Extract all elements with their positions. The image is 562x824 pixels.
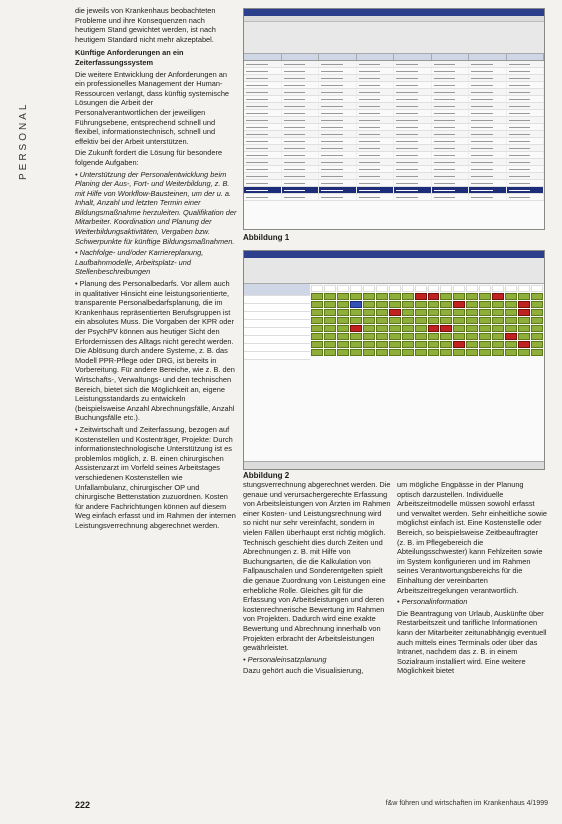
schedule-cells — [310, 284, 544, 360]
schedule-cell — [466, 293, 478, 300]
text-column-1 — [75, 6, 237, 792]
table-row — [244, 89, 544, 96]
schedule-cell — [350, 341, 362, 348]
schedule-cell — [428, 309, 440, 316]
schedule-cell — [389, 293, 401, 300]
schedule-cell — [505, 349, 517, 356]
schedule-cell — [518, 293, 530, 300]
schedule-cell — [311, 293, 323, 300]
schedule-cell — [311, 341, 323, 348]
schedule-cell — [531, 341, 543, 348]
list-item — [244, 296, 310, 304]
schedule-cell — [363, 317, 375, 324]
schedule-cell — [466, 317, 478, 324]
schedule-cell — [492, 309, 504, 316]
grid-header — [244, 54, 544, 61]
schedule-cell — [505, 325, 517, 332]
paragraph: Die weitere Entwicklung der Anforderungen an ein professionelles Management der Human-Ressourcen verlangt, dass künftig systemische Lösungen die Arbeit der Personalverantwortlichen der jeweiligen Führungsebene, entsprechend schnell und flexibel, informationstechnisch, schnell und effektiv bei der Arbeit unterstützen. — [75, 69, 230, 146]
table-row — [244, 152, 544, 159]
schedule-cell — [466, 349, 478, 356]
schedule-cell — [376, 301, 388, 308]
schedule-cell — [311, 285, 323, 292]
schedule-cell — [505, 341, 517, 348]
schedule-cell — [363, 309, 375, 316]
schedule-cell — [428, 333, 440, 340]
schedule-cell — [376, 317, 388, 324]
schedule-cell — [492, 333, 504, 340]
page-number: 222 — [75, 800, 91, 810]
schedule-cell — [324, 293, 336, 300]
schedule-cell — [350, 317, 362, 324]
bullet-item: • Personaleinsatzplanung — [243, 654, 327, 664]
table-row — [244, 187, 544, 194]
window-titlebar — [244, 251, 544, 258]
schedule-cell — [350, 333, 362, 340]
paragraph: Die Beantragung von Urlaub, Auskünfte über Restarbeitszeit und tarifliche Informationen kann der Mitarbeiter zeitunabhängig eventuell auch mittels eines Terminals oder über das Intranet, nachdem das z. B. in einem Sozialraum installiert wird. Eine weitere Möglichkeit bietet — [397, 608, 547, 676]
schedule-cell — [466, 285, 478, 292]
schedule-cell — [389, 309, 401, 316]
schedule-cell — [389, 333, 401, 340]
schedule-cell — [350, 285, 362, 292]
paragraph: Die Zukunft fordert die Lösung für besondere folgende Aufgaben: — [75, 148, 223, 167]
bullet-item: • Unterstützung der Personalentwicklung beim Planing der Aus-, Fort- und Weiterbildung, z. B. mit Hilfe von Workflow-Bausteinen, um der u. a. Inhalt, Anzahl und letzten Termin einer Bildungsmaßnahme herzuleiten. Qualifikation der Mitarbeiter. Koordination und Planung der Weiterbildungsaktivitäten, Vergaben bzw. Schwerpunkte für künftige Bildungsmaßnahmen. — [75, 169, 237, 246]
table-row — [244, 117, 544, 124]
schedule-cell — [518, 317, 530, 324]
bullet-item: • Personalinformation — [397, 597, 468, 607]
schedule-cell — [376, 293, 388, 300]
schedule-cell — [466, 341, 478, 348]
schedule-cell — [350, 349, 362, 356]
schedule-cell — [311, 317, 323, 324]
schedule-cell — [466, 333, 478, 340]
schedule-names — [244, 284, 310, 360]
section-label: PERSONAL — [18, 101, 29, 180]
schedule-cell — [415, 349, 427, 356]
schedule-cell — [518, 309, 530, 316]
schedule-cell — [363, 341, 375, 348]
list-item — [244, 312, 310, 320]
schedule-cell — [376, 325, 388, 332]
schedule-cell — [389, 285, 401, 292]
schedule-cell — [324, 309, 336, 316]
schedule-cell — [402, 341, 414, 348]
schedule-cell — [324, 317, 336, 324]
schedule-cell — [531, 325, 543, 332]
schedule-cell — [337, 309, 349, 316]
schedule-cell — [415, 333, 427, 340]
schedule-cell — [376, 349, 388, 356]
schedule-cell — [466, 325, 478, 332]
schedule-cell — [428, 285, 440, 292]
schedule-cell — [453, 349, 465, 356]
schedule-cell — [453, 301, 465, 308]
schedule-cell — [440, 325, 452, 332]
bullet-item: • Nachfolge- und/oder Karriereplanung, Laufbahnmodelle, Arbeitsplatz- und Stellenbeschreibungen — [75, 248, 204, 277]
list-item — [244, 352, 310, 360]
schedule-cell — [479, 333, 491, 340]
schedule-cell — [479, 325, 491, 332]
schedule-cell — [453, 333, 465, 340]
schedule-cell — [415, 341, 427, 348]
schedule-cell — [376, 309, 388, 316]
schedule-cell — [453, 317, 465, 324]
figure-2-caption: Abbildung 2 — [243, 471, 290, 480]
schedule-cell — [337, 301, 349, 308]
list-item — [244, 320, 310, 328]
schedule-cell — [531, 317, 543, 324]
schedule-cell — [376, 285, 388, 292]
schedule-cell — [440, 285, 452, 292]
schedule-cell — [402, 285, 414, 292]
schedule-cell — [466, 301, 478, 308]
schedule-cell — [363, 349, 375, 356]
schedule-cell — [492, 349, 504, 356]
section-heading: Künftige Anforderungen an ein Zeiterfassungssystem — [75, 48, 184, 67]
schedule-cell — [518, 349, 530, 356]
schedule-cell — [428, 293, 440, 300]
table-row — [244, 61, 544, 68]
schedule-cell — [518, 341, 530, 348]
schedule-cell — [440, 309, 452, 316]
schedule-cell — [389, 317, 401, 324]
schedule-cell — [337, 325, 349, 332]
schedule-cell — [492, 317, 504, 324]
schedule-cell — [440, 301, 452, 308]
schedule-cell — [479, 349, 491, 356]
schedule-cell — [389, 325, 401, 332]
schedule-cell — [492, 325, 504, 332]
schedule-cell — [337, 285, 349, 292]
schedule-cell — [479, 317, 491, 324]
schedule-cell — [324, 333, 336, 340]
schedule-cell — [479, 309, 491, 316]
bullet-item: • Planung des Personalbedarfs. Vor allem auch in qualitativer Hinsicht eine leistungsorientierte, transparente Personalbedarfsplanung, die im Krankenhaus repräsentierten Berufsgruppen ist ein absolutes Muss. Die Vorgaben der KPR oder der PsychPV können aus heutiger Sicht den Erfordernissen des Alltags nicht gerecht werden. Die Ablösung durch andere Systeme, z. B. das Modell PPR-Pflege oder DRG, ist bereits in Vorbereitung. Für andere Bereiche, wie z. B. den Wirtschafts-, Verwaltungs- und den technischen Bereich, bietet sich die Möglichkeit an, eigene Leistungsstandards zu entwickeln (beispielsweise Anzahl Abrechnungsfälle, Anzahl Buchungsfälle etc.). — [75, 279, 235, 423]
window-toolbar — [244, 22, 544, 54]
schedule-cell — [440, 293, 452, 300]
schedule-cell — [479, 341, 491, 348]
table-row — [244, 68, 544, 75]
schedule-cell — [531, 285, 543, 292]
list-item — [244, 336, 310, 344]
names-header — [244, 284, 310, 296]
schedule-cell — [531, 349, 543, 356]
list-item — [244, 304, 310, 312]
schedule-cell — [518, 325, 530, 332]
schedule-cell — [492, 293, 504, 300]
schedule-cell — [505, 293, 517, 300]
schedule-cell — [428, 349, 440, 356]
schedule-cell — [324, 349, 336, 356]
grid-rows — [244, 61, 544, 201]
schedule-cell — [402, 325, 414, 332]
schedule-cell — [402, 293, 414, 300]
table-row — [244, 110, 544, 117]
table-row — [244, 173, 544, 180]
figure-2-screenshot — [243, 250, 545, 470]
schedule-cell — [428, 317, 440, 324]
paragraph: Dazu gehört auch die Visualisierung, — [243, 666, 364, 676]
schedule-cell — [324, 341, 336, 348]
schedule-cell — [402, 349, 414, 356]
figure-1-screenshot — [243, 8, 545, 230]
schedule-cell — [350, 325, 362, 332]
schedule-cell — [350, 293, 362, 300]
schedule-cell — [440, 341, 452, 348]
schedule-cell — [453, 285, 465, 292]
table-row — [244, 159, 544, 166]
bullet-item: • Zeitwirtschaft und Zeiterfassung, bezogen auf Kostenstellen und Kostenträger, Projekte: Durch informationstechnologische Unterstützung ist es problemlos möglich, z. B. einen chirurgischen Assistenzarzt im Vorfeld seines Arbeitstages verschiedenen Kostenstellen wie Unfallambulanz, chirurgischer OP und chirurgische Bettenstation zuzuordnen. Kosten für andere Fachrichtungen können auf diesem Weg einfach erfasst und im Rahmen der internen Leistungsverrechnung abgerechnet werden. — [75, 424, 236, 530]
schedule-cell — [337, 349, 349, 356]
schedule-cell — [311, 325, 323, 332]
schedule-cell — [453, 341, 465, 348]
text-column-2 — [243, 480, 391, 792]
schedule-cell — [505, 317, 517, 324]
magazine-name: f&w führen und wirtschaften im Krankenhaus 4/1999 — [385, 800, 548, 807]
schedule-cell — [440, 333, 452, 340]
table-row — [244, 124, 544, 131]
schedule-cell — [311, 309, 323, 316]
schedule-cell — [363, 301, 375, 308]
schedule-cell — [324, 285, 336, 292]
schedule-cell — [453, 325, 465, 332]
schedule-cell — [415, 309, 427, 316]
schedule-cell — [440, 317, 452, 324]
table-row — [244, 145, 544, 152]
schedule-cell — [428, 325, 440, 332]
schedule-cell — [428, 341, 440, 348]
schedule-cell — [518, 285, 530, 292]
schedule-cell — [415, 317, 427, 324]
schedule-cell — [492, 301, 504, 308]
schedule-cell — [389, 341, 401, 348]
table-row — [244, 82, 544, 89]
schedule-cell — [363, 325, 375, 332]
schedule-cell — [350, 309, 362, 316]
schedule-cell — [505, 301, 517, 308]
schedule-cell — [415, 301, 427, 308]
schedule-cell — [337, 341, 349, 348]
schedule-cell — [311, 349, 323, 356]
schedule-cell — [311, 333, 323, 340]
table-row — [244, 75, 544, 82]
schedule-cell — [492, 285, 504, 292]
window-toolbar — [244, 258, 544, 284]
list-item — [244, 328, 310, 336]
table-row — [244, 103, 544, 110]
table-row — [244, 96, 544, 103]
schedule-cell — [363, 293, 375, 300]
schedule-cell — [363, 333, 375, 340]
figure-1-caption: Abbildung 1 — [243, 233, 290, 242]
schedule-cell — [531, 301, 543, 308]
schedule-cell — [440, 349, 452, 356]
schedule-cell — [415, 285, 427, 292]
window-titlebar — [244, 9, 544, 16]
schedule-cell — [324, 325, 336, 332]
text-column-3 — [397, 480, 547, 792]
schedule-cell — [518, 333, 530, 340]
schedule-cell — [453, 293, 465, 300]
schedule-cell — [531, 309, 543, 316]
schedule-cell — [505, 285, 517, 292]
schedule-cell — [505, 309, 517, 316]
schedule-cell — [376, 333, 388, 340]
paragraph: die jeweils von Krankenhaus beobachteten Probleme und ihre Konsequenzen nach heutigem Stand gewichtet werden, ist nach heutigem Standard nicht mehr akzeptabel. — [75, 6, 216, 44]
schedule-cell — [337, 333, 349, 340]
table-row — [244, 194, 544, 201]
schedule-cell — [311, 301, 323, 308]
schedule-cell — [479, 293, 491, 300]
table-row — [244, 180, 544, 187]
schedule-cell — [479, 301, 491, 308]
schedule-cell — [492, 341, 504, 348]
schedule-cell — [479, 285, 491, 292]
paragraph: stungsverrechnung abgerechnet werden. Die genaue und verursachergerechte Erfassung von Arbeitsleistungen von Ärzten im Rahmen einer Kosten- und Leistungsrechnung wird so nicht nur sehr vereinfacht, sondern in vielen Fällen überhaupt erst richtig möglich. Technisch geschieht dies durch Zeiten und Abrechnungen z. B. mit Hilfe von Buchungsarten, die die Kalkulation von Fallpauschalen und Sonderentgelten spielt die genaue Zuordnung von Leistungen eine erhebliche Rolle. Gleiches gilt für die Erfassung von Arbeitsleistungen und deren kostenrechnerische Bewertung im Rahmen von Projekten. Dadurch wird eine exakte Bewertung und Abrechnung innerhalb von Projekten erbracht der Arbeitsleistungen gewährleistet. — [243, 480, 391, 653]
schedule-cell — [389, 349, 401, 356]
schedule-grid — [244, 284, 544, 360]
paragraph: um mögliche Engpässe in der Planung optisch darzustellen. Individuelle Arbeitszeitmodelle müssen sowohl erfasst und verwaltet werden. Sehr einheitliche sowie möglichst einfach ist. Eine Kostenstelle oder Bereich, so beispielsweise Zeitbeauftragter (z. B. im Pflegebereich die Abteilungsschwester) kann Fehlzeiten sowie im System konfigurieren und im Rahmen seines Verantwortungsbereichs für die Einhaltung der vereinbarten Arbeitszeitregelungen verantwortlich. — [397, 480, 547, 595]
schedule-cell — [402, 309, 414, 316]
schedule-cell — [415, 293, 427, 300]
schedule-cell — [402, 301, 414, 308]
table-row — [244, 166, 544, 173]
schedule-cell — [337, 293, 349, 300]
schedule-cell — [376, 341, 388, 348]
schedule-cell — [402, 333, 414, 340]
schedule-cell — [518, 301, 530, 308]
schedule-cell — [363, 285, 375, 292]
schedule-cell — [337, 317, 349, 324]
list-item — [244, 344, 310, 352]
schedule-cell — [350, 301, 362, 308]
schedule-cell — [324, 301, 336, 308]
schedule-cell — [453, 309, 465, 316]
table-row — [244, 138, 544, 145]
window-statusbar — [244, 461, 544, 469]
schedule-cell — [466, 309, 478, 316]
schedule-cell — [531, 293, 543, 300]
schedule-cell — [402, 317, 414, 324]
table-row — [244, 131, 544, 138]
schedule-cell — [505, 333, 517, 340]
schedule-cell — [428, 301, 440, 308]
schedule-cell — [389, 301, 401, 308]
schedule-cell — [415, 325, 427, 332]
schedule-cell — [531, 333, 543, 340]
